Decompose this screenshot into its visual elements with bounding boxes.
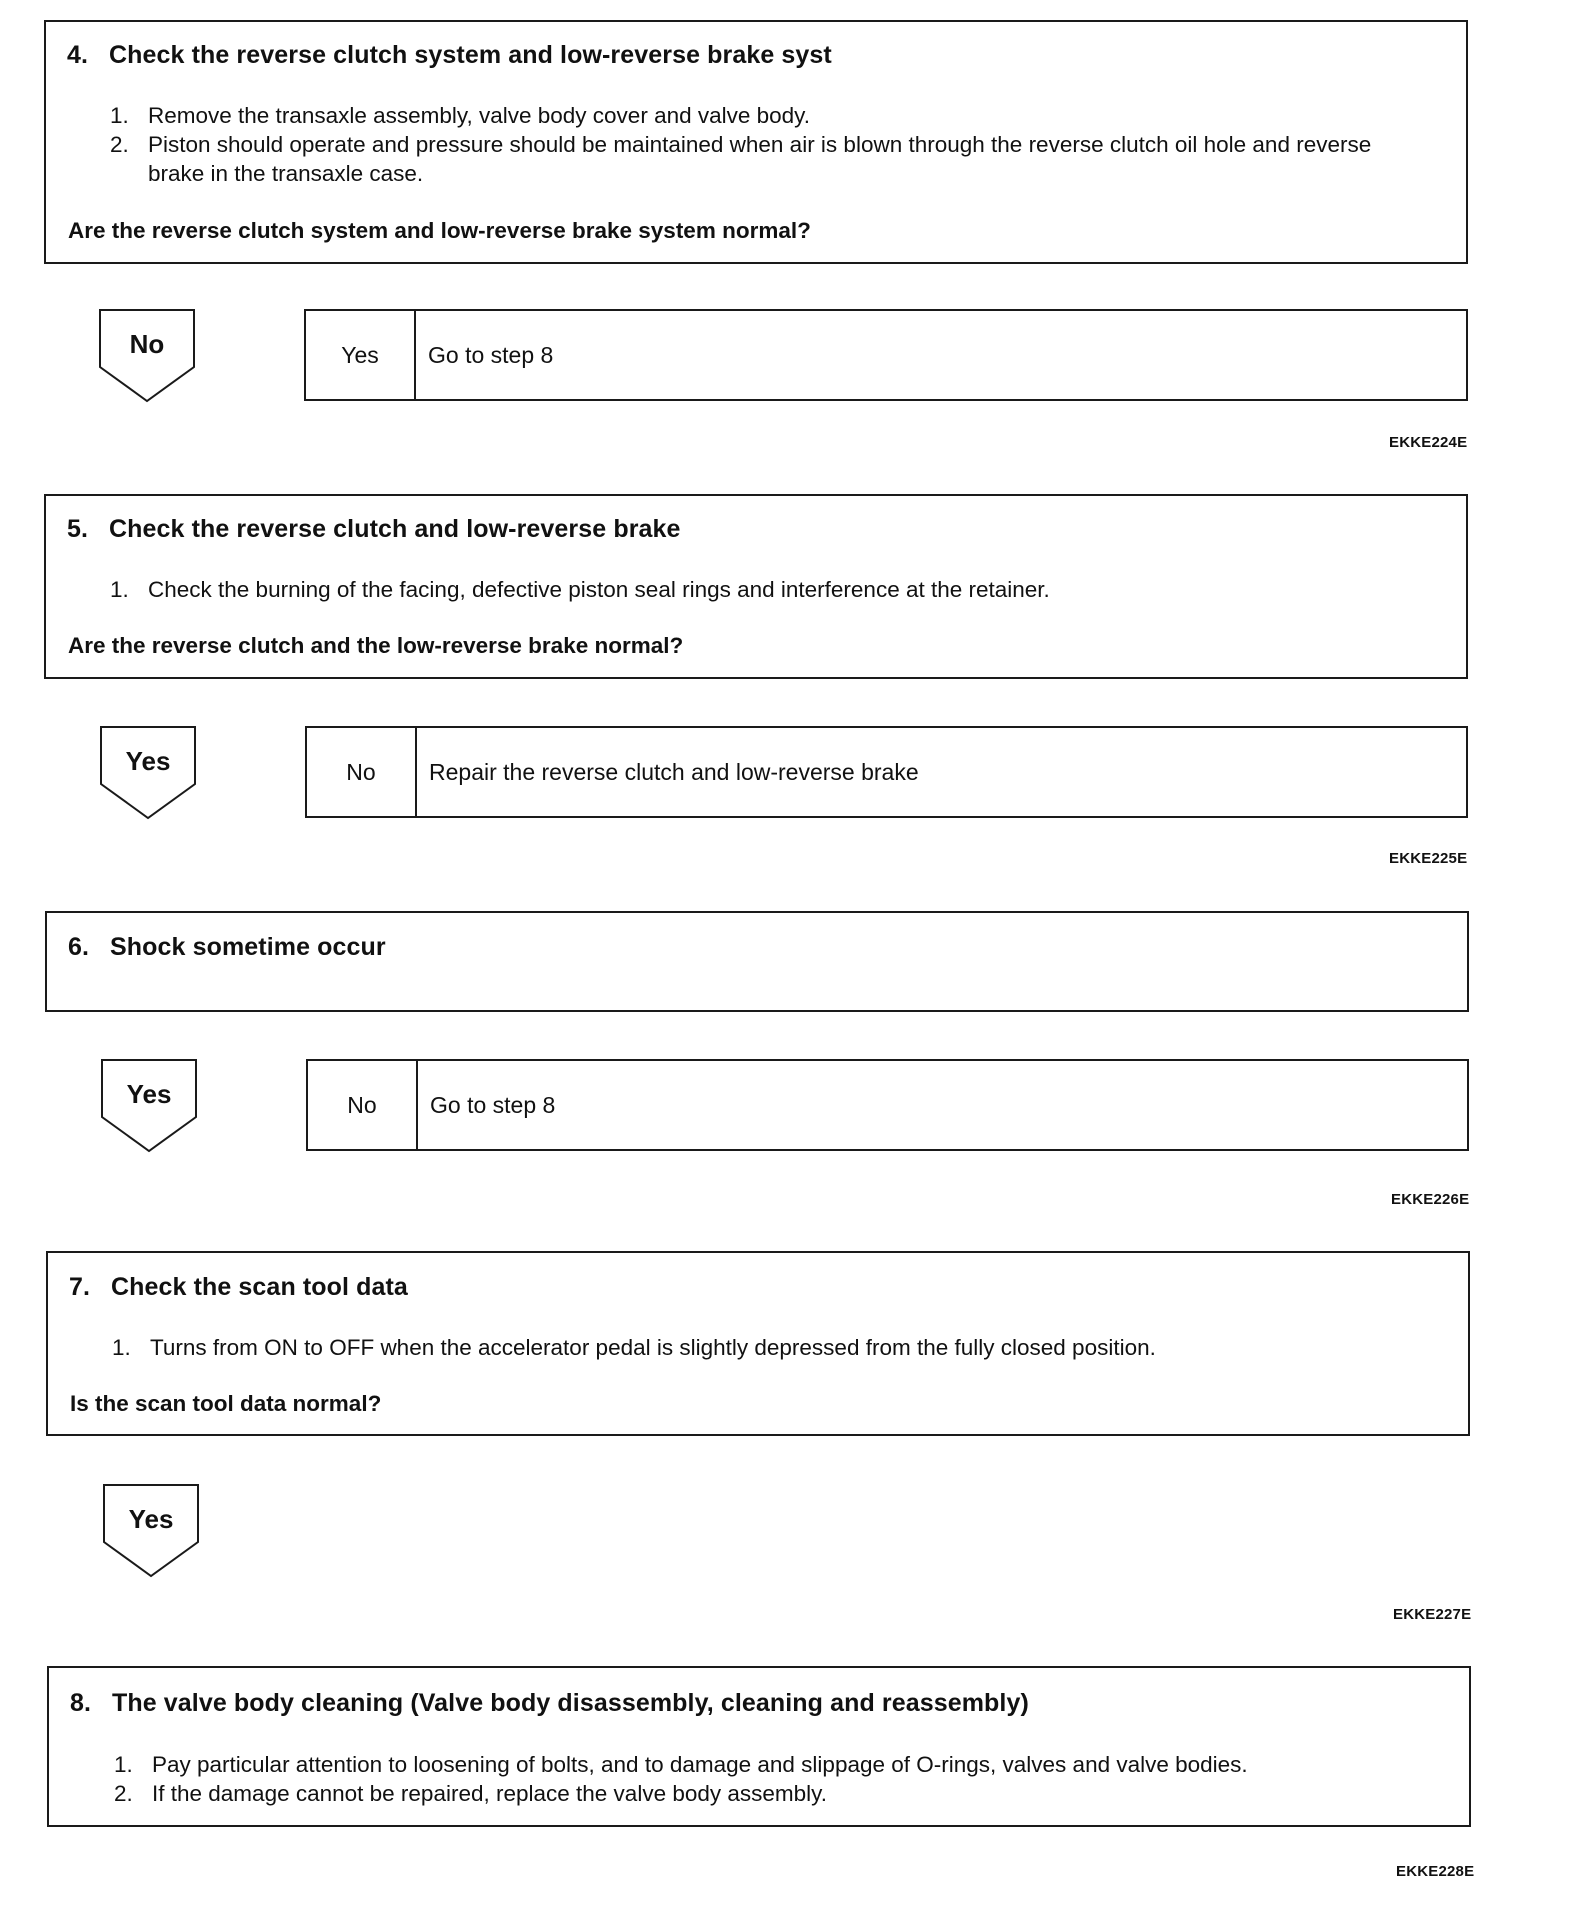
- step-title-text: The valve body cleaning (Valve body disassembly, cleaning and reassembly): [112, 1689, 1029, 1717]
- step-4-title: [67, 41, 832, 70]
- list-item: 1. Remove the transaxle assembly, valve body cover and valve body.: [110, 103, 811, 128]
- list-item: 2. If the damage cannot be repaired, replace the valve body assembly.: [114, 1781, 827, 1806]
- step-title-text: Check the reverse clutch and low-reverse brake: [109, 515, 681, 543]
- step-number: 8.: [70, 1689, 92, 1717]
- step-5-question: Are the reverse clutch and the low-reverse brake normal?: [68, 633, 684, 658]
- response-action: Go to step 8: [430, 1091, 556, 1118]
- step-6-response: [306, 1059, 1469, 1151]
- arrow-label: Yes: [128, 1504, 174, 1534]
- list-item: 2. Piston should operate and pressure should be maintained when air is blown through the reverse clutch oil hole and reverse brake in the transaxle case.: [110, 132, 1372, 186]
- figure-code: EKKE226E: [1391, 1191, 1470, 1208]
- step-5-branch-arrow: [100, 726, 200, 822]
- step-5-response: [305, 726, 1468, 818]
- list-item: 1. Check the burning of the facing, defective piston seal rings and interference at the retainer.: [110, 577, 1050, 602]
- step-4-response: [304, 309, 1468, 401]
- response-action: Repair the reverse clutch and low-reverse brake: [429, 758, 919, 785]
- response-answer: No: [308, 1061, 418, 1149]
- list-item: 1. Pay particular attention to loosening of bolts, and to damage and slippage of O-rings, valves and valve bodies.: [114, 1752, 1248, 1777]
- step-title-text: Shock sometime occur: [110, 933, 386, 961]
- arrow-label: No: [129, 329, 165, 359]
- step-number: 4.: [67, 41, 89, 69]
- figure-code: EKKE225E: [1389, 850, 1468, 867]
- step-4-items: [110, 101, 1410, 188]
- figure-code: EKKE228E: [1396, 1863, 1475, 1880]
- figure-code: EKKE227E: [1393, 1606, 1472, 1623]
- figure-code: EKKE224E: [1389, 434, 1468, 451]
- step-number: 6.: [68, 933, 90, 961]
- step-title-text: Check the reverse clutch system and low-reverse brake syst: [109, 41, 832, 69]
- step-8-items: [114, 1750, 1434, 1808]
- response-action: Go to step 8: [428, 341, 554, 368]
- step-title-text: Check the scan tool data: [111, 1273, 408, 1301]
- step-number: 5.: [67, 515, 89, 543]
- step-5-items: [110, 575, 1410, 604]
- step-number: 7.: [69, 1273, 91, 1301]
- step-5-title: [67, 515, 681, 544]
- step-6-branch-arrow: [101, 1059, 201, 1155]
- step-4-branch-arrow: [99, 309, 199, 405]
- step-7-branch-arrow: [103, 1484, 203, 1580]
- step-6-title: [68, 933, 386, 962]
- list-item: 1. Turns from ON to OFF when the accelerator pedal is slightly depressed from the fully closed position.: [112, 1335, 1156, 1360]
- arrow-label: Yes: [125, 746, 171, 776]
- step-7-title: [69, 1273, 408, 1302]
- step-7-question: Is the scan tool data normal?: [70, 1391, 382, 1416]
- step-4-question: Are the reverse clutch system and low-reverse brake system normal?: [68, 218, 811, 243]
- step-7-items: [112, 1333, 1412, 1362]
- step-8-title: [70, 1689, 1029, 1718]
- arrow-label: Yes: [126, 1079, 172, 1109]
- response-answer: Yes: [306, 311, 416, 399]
- response-answer: No: [307, 728, 417, 816]
